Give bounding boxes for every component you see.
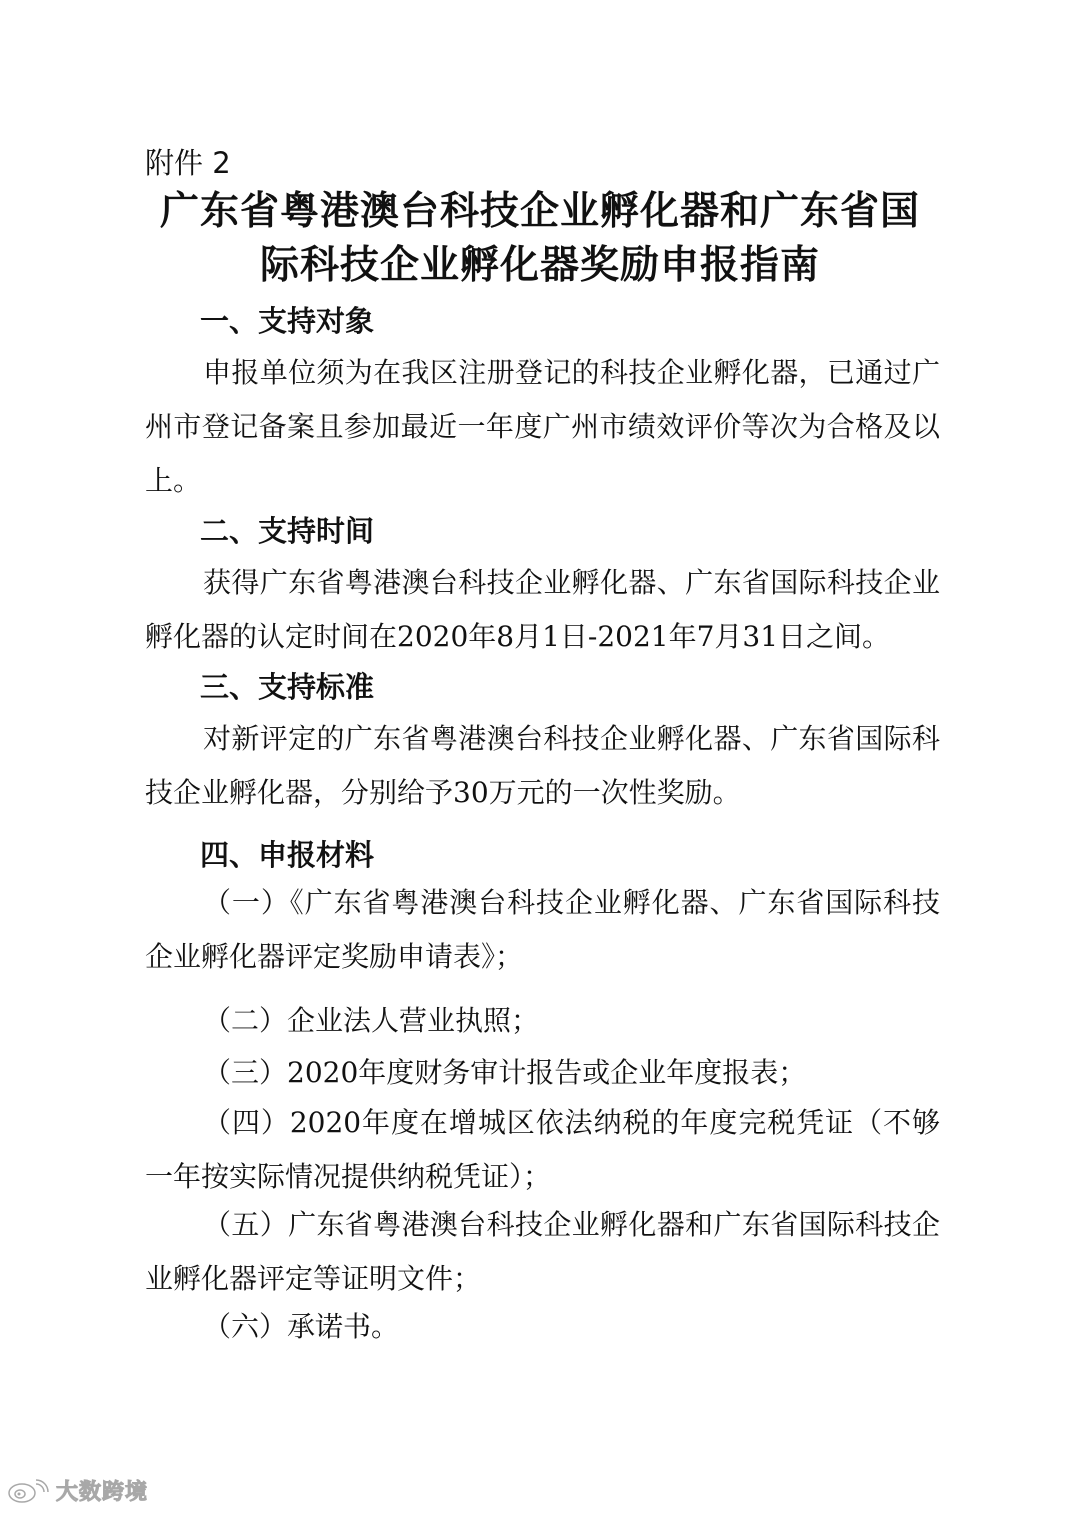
material-item: （六）承诺书。 [203,1310,400,1343]
section-heading-application-materials: 四、申报材料 [200,838,375,872]
document-title-line-1: 广东省粤港澳台科技企业孵化器和广东省国 [159,189,920,234]
attachment-label: 附件 2 [145,146,231,180]
material-item: （五）广东省粤港澳台科技企业孵化器和广东省国际科技企业孵化器评定等证明文件； [145,1208,940,1295]
document-title-line-2: 际科技企业孵化器奖励申报指南 [259,243,820,288]
watermark [6,1475,148,1506]
material-item: （二）企业法人营业执照； [203,1004,540,1037]
section-heading-support-time: 二、支持时间 [200,514,375,548]
material-item: （三）2020年度财务审计报告或企业年度报表； [203,1056,807,1089]
section-heading-support-standard: 三、支持标准 [200,670,375,704]
material-item: （四）2020年度在增城区依法纳税的年度完税凭证（不够一年按实际情况提供纳税凭证）； [145,1106,940,1193]
section-paragraph-support-target: 申报单位须为在我区注册登记的科技企业孵化器，已通过广州市登记备案且参加最近一年度广州市绩效评价等次为合格及以上。 [145,356,940,497]
section-paragraph-support-time: 获得广东省粤港澳台科技企业孵化器、广东省国际科技企业孵化器的认定时间在2020年8月1日-2021年7月31日之间。 [145,566,940,653]
watermark-text: 大数跨境 [56,1480,149,1505]
section-paragraph-support-standard: 对新评定的广东省粤港澳台科技企业孵化器、广东省国际科技企业孵化器，分别给予30万元的一次性奖励。 [145,722,940,809]
weibo-logo-icon [6,1478,50,1504]
section-heading-support-target: 一、支持对象 [200,304,375,338]
material-item: （一）《广东省粤港澳台科技企业孵化器、广东省国际科技企业孵化器评定奖励申请表》； [145,886,940,973]
